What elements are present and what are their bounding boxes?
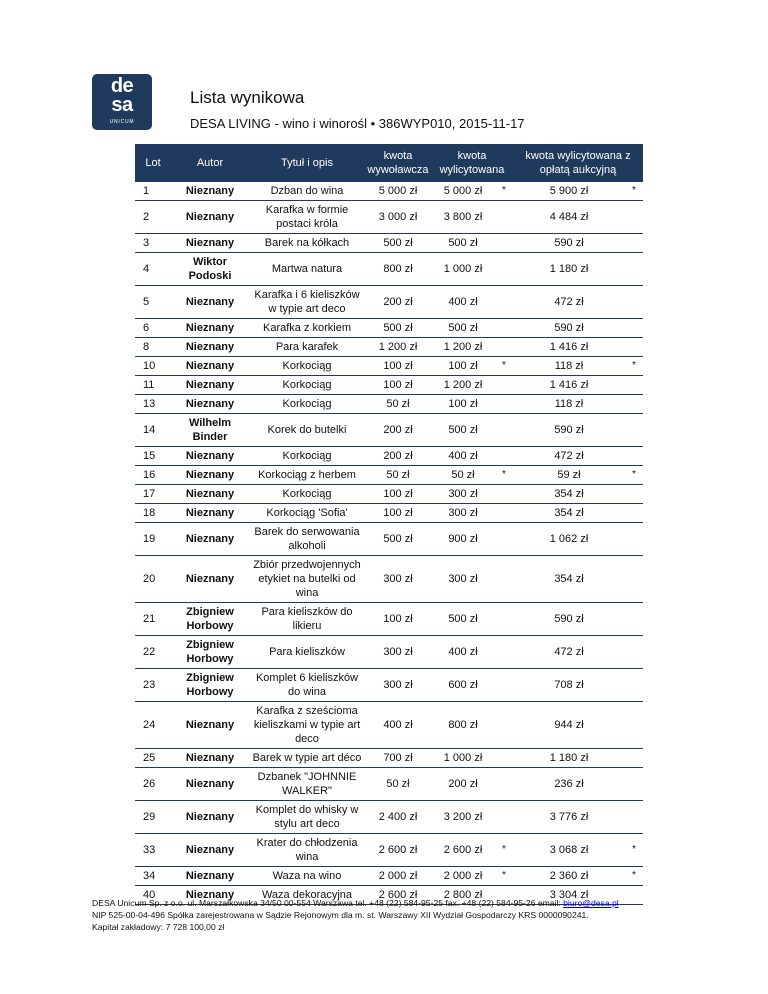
cell-wylicytowana: 900 zł	[431, 523, 495, 556]
cell-wywolawcza: 500 zł	[365, 234, 431, 253]
cell-autor: Nieznany	[171, 886, 249, 905]
cell-autor: Nieznany	[171, 182, 249, 201]
table-row	[135, 253, 643, 286]
cell-oplata-mark	[625, 801, 643, 834]
table-row	[135, 834, 643, 867]
cell-wylicytowana: 1 000 zł	[431, 253, 495, 286]
table-row	[135, 749, 643, 768]
cell-oplata: 118 zł	[513, 357, 625, 376]
cell-oplata-mark: *	[625, 357, 643, 376]
cell-tytul: Karafka z sześcioma kieliszkami w typie art deco	[249, 702, 365, 749]
cell-tytul: Komplet 6 kieliszków do wina	[249, 669, 365, 702]
cell-tytul: Korkociąg 'Sofia'	[249, 504, 365, 523]
table-row	[135, 867, 643, 886]
cell-wylicytowana-mark: *	[495, 834, 513, 867]
cell-wylicytowana-mark	[495, 338, 513, 357]
cell-wywolawcza: 2 600 zł	[365, 834, 431, 867]
cell-lot: 6	[135, 319, 171, 338]
cell-lot: 26	[135, 768, 171, 801]
cell-lot: 15	[135, 447, 171, 466]
cell-oplata-mark	[625, 749, 643, 768]
cell-wywolawcza: 5 000 zł	[365, 182, 431, 201]
cell-oplata-mark	[625, 556, 643, 603]
cell-wylicytowana-mark	[495, 801, 513, 834]
col-header-tytul: Tytuł i opis	[249, 144, 365, 182]
cell-lot: 8	[135, 338, 171, 357]
footer-line-2: NIP 525-00-04-496 Spółka zarejestrowana w Sądzie Rejonowym dla m. st. Warszawy XII Wydział Gospodarczy KRS 0000090241.	[92, 910, 589, 920]
cell-wylicytowana: 300 zł	[431, 485, 495, 504]
table-row	[135, 376, 643, 395]
footer	[92, 897, 692, 933]
cell-oplata-mark	[625, 201, 643, 234]
cell-autor: Zbigniew Horbowy	[171, 669, 249, 702]
cell-wylicytowana-mark	[495, 768, 513, 801]
cell-autor: Nieznany	[171, 768, 249, 801]
cell-oplata: 472 zł	[513, 447, 625, 466]
cell-lot: 29	[135, 801, 171, 834]
cell-tytul: Zbiór przedwojennych etykiet na butelki od wina	[249, 556, 365, 603]
cell-tytul: Krater do chłodzenia wina	[249, 834, 365, 867]
cell-wylicytowana: 300 zł	[431, 504, 495, 523]
cell-autor: Nieznany	[171, 376, 249, 395]
cell-oplata: 3 776 zł	[513, 801, 625, 834]
cell-lot: 21	[135, 603, 171, 636]
table-row	[135, 768, 643, 801]
cell-autor: Nieznany	[171, 556, 249, 603]
cell-oplata: 944 zł	[513, 702, 625, 749]
table-row	[135, 485, 643, 504]
cell-oplata: 3 304 zł	[513, 886, 625, 905]
cell-oplata-mark	[625, 338, 643, 357]
cell-tytul: Korkociąg	[249, 485, 365, 504]
cell-wylicytowana: 400 zł	[431, 286, 495, 319]
cell-wywolawcza: 300 zł	[365, 556, 431, 603]
page-subtitle: DESA LIVING - wino i winorośl • 386WYP010, 2015-11-17	[190, 116, 525, 131]
cell-tytul: Barek na kółkach	[249, 234, 365, 253]
cell-autor: Nieznany	[171, 504, 249, 523]
cell-oplata-mark	[625, 253, 643, 286]
cell-tytul: Dzban do wina	[249, 182, 365, 201]
cell-wylicytowana-mark	[495, 319, 513, 338]
cell-wylicytowana-mark: *	[495, 867, 513, 886]
cell-wylicytowana: 2 800 zł	[431, 886, 495, 905]
cell-lot: 34	[135, 867, 171, 886]
cell-wylicytowana: 500 zł	[431, 603, 495, 636]
cell-wywolawcza: 1 200 zł	[365, 338, 431, 357]
cell-oplata-mark	[625, 636, 643, 669]
cell-autor: Nieznany	[171, 867, 249, 886]
cell-wylicytowana: 1 000 zł	[431, 749, 495, 768]
cell-lot: 18	[135, 504, 171, 523]
cell-oplata-mark	[625, 485, 643, 504]
cell-wylicytowana: 2 600 zł	[431, 834, 495, 867]
footer-address: DESA Unicum Sp. z o.o. ul. Marszałkowska 34/50 00-554 Warszawa tel. +48 (22) 584-95-25 fax. +48 (22) 584-95-26 email:	[92, 898, 564, 908]
cell-tytul: Waza dekoracyjna	[249, 886, 365, 905]
cell-wylicytowana: 1 200 zł	[431, 376, 495, 395]
cell-lot: 19	[135, 523, 171, 556]
cell-autor: Nieznany	[171, 234, 249, 253]
cell-autor: Nieznany	[171, 395, 249, 414]
cell-oplata: 4 484 zł	[513, 201, 625, 234]
cell-tytul: Martwa natura	[249, 253, 365, 286]
cell-oplata: 2 360 zł	[513, 867, 625, 886]
cell-tytul: Waza na wino	[249, 867, 365, 886]
logo-line-1: de	[110, 75, 134, 97]
cell-wylicytowana: 500 zł	[431, 234, 495, 253]
cell-wywolawcza: 100 zł	[365, 504, 431, 523]
footer-line-1	[92, 897, 692, 909]
cell-autor: Nieznany	[171, 523, 249, 556]
table-row	[135, 636, 643, 669]
cell-autor: Nieznany	[171, 201, 249, 234]
cell-oplata: 590 zł	[513, 414, 625, 447]
cell-wylicytowana: 400 zł	[431, 636, 495, 669]
col-header-wywolawcza: kwota wywoławcza	[365, 144, 431, 182]
cell-oplata: 118 zł	[513, 395, 625, 414]
cell-wylicytowana: 3 800 zł	[431, 201, 495, 234]
cell-oplata-mark	[625, 234, 643, 253]
cell-wylicytowana: 1 200 zł	[431, 338, 495, 357]
cell-oplata-mark: *	[625, 834, 643, 867]
cell-lot: 23	[135, 669, 171, 702]
cell-oplata: 1 416 zł	[513, 376, 625, 395]
cell-autor: Nieznany	[171, 834, 249, 867]
cell-wywolawcza: 50 zł	[365, 768, 431, 801]
cell-oplata-mark	[625, 286, 643, 319]
cell-wywolawcza: 2 600 zł	[365, 886, 431, 905]
cell-wywolawcza: 200 zł	[365, 414, 431, 447]
cell-wywolawcza: 800 zł	[365, 253, 431, 286]
table-row	[135, 286, 643, 319]
cell-wywolawcza: 200 zł	[365, 447, 431, 466]
cell-wylicytowana-mark	[495, 749, 513, 768]
cell-tytul: Barek do serwowania alkoholi	[249, 523, 365, 556]
cell-oplata: 236 zł	[513, 768, 625, 801]
cell-autor: Nieznany	[171, 286, 249, 319]
cell-oplata-mark	[625, 376, 643, 395]
cell-autor: Nieznany	[171, 749, 249, 768]
table-row	[135, 523, 643, 556]
cell-autor: Nieznany	[171, 338, 249, 357]
cell-tytul: Para kieliszków do likieru	[249, 603, 365, 636]
cell-wylicytowana-mark	[495, 376, 513, 395]
cell-wywolawcza: 500 zł	[365, 319, 431, 338]
col-header-oplata: kwota wylicytowana z opłatą aukcyjną	[513, 144, 643, 182]
cell-tytul: Korek do butelki	[249, 414, 365, 447]
cell-wylicytowana-mark	[495, 523, 513, 556]
cell-wywolawcza: 50 zł	[365, 466, 431, 485]
cell-lot: 14	[135, 414, 171, 447]
cell-wylicytowana: 800 zł	[431, 702, 495, 749]
cell-autor: Zbigniew Horbowy	[171, 603, 249, 636]
table-row	[135, 801, 643, 834]
cell-wylicytowana-mark	[495, 702, 513, 749]
table-row	[135, 556, 643, 603]
table-row	[135, 504, 643, 523]
cell-tytul: Korkociąg	[249, 357, 365, 376]
cell-tytul: Dzbanek "JOHNNIE WALKER"	[249, 768, 365, 801]
cell-tytul: Komplet do whisky w stylu art deco	[249, 801, 365, 834]
cell-autor: Nieznany	[171, 357, 249, 376]
cell-tytul: Para kieliszków	[249, 636, 365, 669]
cell-tytul: Korkociąg	[249, 447, 365, 466]
cell-lot: 20	[135, 556, 171, 603]
cell-oplata-mark	[625, 504, 643, 523]
footer-email-link[interactable]: biuro@desa.pl	[563, 898, 619, 908]
cell-lot: 10	[135, 357, 171, 376]
cell-wylicytowana-mark	[495, 447, 513, 466]
cell-tytul: Korkociąg	[249, 376, 365, 395]
cell-oplata: 1 180 zł	[513, 749, 625, 768]
cell-wylicytowana-mark	[495, 201, 513, 234]
cell-oplata: 590 zł	[513, 319, 625, 338]
cell-oplata: 354 zł	[513, 504, 625, 523]
cell-oplata: 354 zł	[513, 556, 625, 603]
cell-wylicytowana: 500 zł	[431, 319, 495, 338]
cell-oplata: 1 062 zł	[513, 523, 625, 556]
cell-tytul: Karafka z korkiem	[249, 319, 365, 338]
table-row	[135, 395, 643, 414]
cell-wylicytowana-mark	[495, 395, 513, 414]
table-row	[135, 414, 643, 447]
cell-wylicytowana-mark: *	[495, 357, 513, 376]
cell-wylicytowana: 100 zł	[431, 357, 495, 376]
cell-oplata-mark	[625, 523, 643, 556]
table-header-row	[135, 144, 643, 182]
logo-line-2: sa	[111, 94, 133, 116]
cell-oplata-mark	[625, 603, 643, 636]
cell-wylicytowana-mark	[495, 234, 513, 253]
cell-autor: Wiktor Podoski	[171, 253, 249, 286]
cell-wywolawcza: 500 zł	[365, 523, 431, 556]
table-row	[135, 466, 643, 485]
cell-lot: 5	[135, 286, 171, 319]
cell-lot: 13	[135, 395, 171, 414]
col-header-autor: Autor	[171, 144, 249, 182]
cell-oplata-mark: *	[625, 466, 643, 485]
cell-oplata-mark	[625, 768, 643, 801]
cell-autor: Nieznany	[171, 485, 249, 504]
table-row	[135, 603, 643, 636]
cell-lot: 17	[135, 485, 171, 504]
cell-wylicytowana: 50 zł	[431, 466, 495, 485]
cell-oplata: 590 zł	[513, 603, 625, 636]
cell-oplata: 1 180 zł	[513, 253, 625, 286]
cell-tytul: Karafka w formie postaci króla	[249, 201, 365, 234]
cell-wylicytowana-mark	[495, 485, 513, 504]
cell-oplata-mark: *	[625, 182, 643, 201]
cell-wywolawcza: 2 400 zł	[365, 801, 431, 834]
cell-wylicytowana-mark: *	[495, 466, 513, 485]
cell-wylicytowana-mark	[495, 556, 513, 603]
cell-wywolawcza: 100 zł	[365, 603, 431, 636]
cell-tytul: Barek w typie art déco	[249, 749, 365, 768]
cell-autor: Nieznany	[171, 447, 249, 466]
cell-oplata: 708 zł	[513, 669, 625, 702]
cell-lot: 4	[135, 253, 171, 286]
cell-wylicytowana: 3 200 zł	[431, 801, 495, 834]
cell-oplata-mark	[625, 702, 643, 749]
cell-lot: 22	[135, 636, 171, 669]
cell-oplata-mark	[625, 669, 643, 702]
cell-lot: 16	[135, 466, 171, 485]
cell-wywolawcza: 700 zł	[365, 749, 431, 768]
cell-autor: Nieznany	[171, 319, 249, 338]
cell-wylicytowana: 2 000 zł	[431, 867, 495, 886]
cell-oplata: 5 900 zł	[513, 182, 625, 201]
cell-wylicytowana-mark	[495, 253, 513, 286]
cell-wywolawcza: 400 zł	[365, 702, 431, 749]
cell-wylicytowana-mark	[495, 504, 513, 523]
cell-wylicytowana-mark	[495, 636, 513, 669]
cell-lot: 33	[135, 834, 171, 867]
cell-wylicytowana: 500 zł	[431, 414, 495, 447]
cell-wylicytowana: 200 zł	[431, 768, 495, 801]
cell-oplata-mark	[625, 447, 643, 466]
cell-oplata-mark: *	[625, 867, 643, 886]
cell-wylicytowana-mark: *	[495, 182, 513, 201]
cell-wywolawcza: 50 zł	[365, 395, 431, 414]
table-row	[135, 319, 643, 338]
cell-oplata: 472 zł	[513, 636, 625, 669]
cell-wylicytowana: 5 000 zł	[431, 182, 495, 201]
cell-lot: 1	[135, 182, 171, 201]
cell-wywolawcza: 3 000 zł	[365, 201, 431, 234]
cell-oplata: 3 068 zł	[513, 834, 625, 867]
table-row	[135, 234, 643, 253]
cell-autor: Wilhelm Binder	[171, 414, 249, 447]
cell-tytul: Karafka i 6 kieliszków w typie art deco	[249, 286, 365, 319]
cell-lot: 3	[135, 234, 171, 253]
cell-lot: 2	[135, 201, 171, 234]
cell-wywolawcza: 300 zł	[365, 669, 431, 702]
cell-oplata-mark	[625, 414, 643, 447]
table-row	[135, 201, 643, 234]
cell-wylicytowana: 400 zł	[431, 447, 495, 466]
cell-wylicytowana-mark	[495, 669, 513, 702]
cell-oplata: 1 416 zł	[513, 338, 625, 357]
cell-oplata: 590 zł	[513, 234, 625, 253]
cell-wywolawcza: 200 zł	[365, 286, 431, 319]
cell-oplata-mark	[625, 395, 643, 414]
cell-tytul: Korkociąg z herbem	[249, 466, 365, 485]
cell-wywolawcza: 2 000 zł	[365, 867, 431, 886]
cell-autor: Nieznany	[171, 466, 249, 485]
cell-wylicytowana-mark	[495, 603, 513, 636]
cell-autor: Nieznany	[171, 801, 249, 834]
cell-tytul: Korkociąg	[249, 395, 365, 414]
table-row	[135, 357, 643, 376]
cell-wylicytowana: 100 zł	[431, 395, 495, 414]
desa-logo	[92, 74, 152, 130]
cell-oplata: 472 zł	[513, 286, 625, 319]
cell-oplata: 59 zł	[513, 466, 625, 485]
table-row	[135, 447, 643, 466]
cell-tytul: Para karafek	[249, 338, 365, 357]
page-title: Lista wynikowa	[190, 88, 305, 107]
cell-wylicytowana: 300 zł	[431, 556, 495, 603]
cell-lot: 25	[135, 749, 171, 768]
cell-oplata-mark	[625, 319, 643, 338]
cell-lot: 40	[135, 886, 171, 905]
col-header-wylicytowana: kwota wylicytowana	[431, 144, 513, 182]
logo-line-3: UNICUM	[109, 119, 135, 125]
cell-oplata: 354 zł	[513, 485, 625, 504]
cell-wywolawcza: 100 zł	[365, 357, 431, 376]
cell-wylicytowana-mark	[495, 414, 513, 447]
table-row	[135, 338, 643, 357]
table-row	[135, 669, 643, 702]
cell-wywolawcza: 300 zł	[365, 636, 431, 669]
cell-autor: Nieznany	[171, 702, 249, 749]
cell-lot: 24	[135, 702, 171, 749]
cell-autor: Zbigniew Horbowy	[171, 636, 249, 669]
table-row	[135, 182, 643, 201]
cell-wywolawcza: 100 zł	[365, 376, 431, 395]
cell-wylicytowana: 600 zł	[431, 669, 495, 702]
results-table	[135, 144, 643, 905]
col-header-lot: Lot	[135, 144, 171, 182]
cell-wywolawcza: 100 zł	[365, 485, 431, 504]
table-row	[135, 702, 643, 749]
footer-line-3: Kapitał zakładowy: 7 728 100,00 zł	[92, 922, 225, 932]
cell-lot: 11	[135, 376, 171, 395]
cell-wylicytowana-mark	[495, 286, 513, 319]
